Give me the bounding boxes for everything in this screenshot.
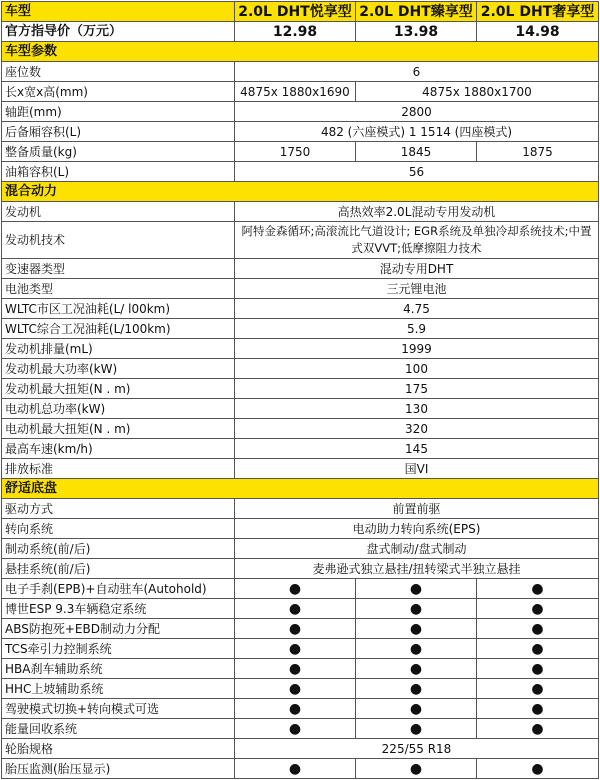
- table-row: [2, 202, 599, 222]
- standard-dot-icon: ●: [356, 639, 477, 659]
- table-row: [2, 142, 599, 162]
- row-label: 悬挂系统(前/后): [2, 559, 235, 579]
- table-row: [2, 122, 599, 142]
- standard-dot-icon: ●: [477, 679, 599, 699]
- row-label: HBA刹车辅助系统: [2, 659, 235, 679]
- table-row: [2, 559, 599, 579]
- table-row: [2, 62, 599, 82]
- section-header-comfort: [2, 479, 599, 499]
- table-row: [2, 279, 599, 299]
- row-value: 阿特金森循环;高滚流比气道设计; EGR系统及单独冷却系统技术;中置式双VVT;低摩擦阻力技术: [235, 222, 599, 259]
- table-row: [2, 439, 599, 459]
- row-label: 博世ESP 9.3车辆稳定系统: [2, 599, 235, 619]
- standard-dot-icon: ●: [235, 619, 356, 639]
- table-row: [2, 619, 599, 639]
- row-label: 座位数: [2, 62, 235, 82]
- standard-dot-icon: ●: [477, 579, 599, 599]
- table-row: [2, 379, 599, 399]
- row-label: 发动机技术: [2, 222, 235, 259]
- standard-dot-icon: ●: [477, 699, 599, 719]
- price-value: 13.98: [356, 22, 477, 42]
- table-row: [2, 539, 599, 559]
- row-value: 电动助力转向系统(EPS): [235, 519, 599, 539]
- price-row: [2, 22, 599, 42]
- row-label: 驾驶模式切换+转向模式可选: [2, 699, 235, 719]
- standard-dot-icon: ●: [477, 719, 599, 739]
- row-label: 胎压监测(胎压显示): [2, 759, 235, 779]
- row-label: WLTC综合工况油耗(L/100km): [2, 319, 235, 339]
- row-value: 175: [235, 379, 599, 399]
- model-name: 2.0L DHT悦享型: [235, 2, 356, 22]
- standard-dot-icon: ●: [356, 579, 477, 599]
- table-row: [2, 579, 599, 599]
- table-row: [2, 679, 599, 699]
- standard-dot-icon: ●: [356, 679, 477, 699]
- standard-dot-icon: ●: [235, 699, 356, 719]
- header-label: 车型: [2, 2, 235, 22]
- row-value: 2800: [235, 102, 599, 122]
- row-value: 130: [235, 399, 599, 419]
- table-row: [2, 739, 599, 759]
- standard-dot-icon: ●: [356, 599, 477, 619]
- row-label: TCS牵引力控制系统: [2, 639, 235, 659]
- standard-dot-icon: ●: [235, 659, 356, 679]
- row-value: 麦弗逊式独立悬挂/扭转梁式半独立悬挂: [235, 559, 599, 579]
- table-row: [2, 459, 599, 479]
- row-label: ABS防抱死+EBD制动力分配: [2, 619, 235, 639]
- row-label: 发动机排量(mL): [2, 339, 235, 359]
- row-value: 三元锂电池: [235, 279, 599, 299]
- table-row: [2, 699, 599, 719]
- row-label: 后备厢容积(L): [2, 122, 235, 142]
- price-value: 14.98: [477, 22, 599, 42]
- row-label: 发动机最大扭矩(N . m): [2, 379, 235, 399]
- section-header-hybrid: [2, 182, 599, 202]
- section-header-params: [2, 42, 599, 62]
- model-name: 2.0L DHT奢享型: [477, 2, 599, 22]
- standard-dot-icon: ●: [235, 639, 356, 659]
- row-label: 能量回收系统: [2, 719, 235, 739]
- row-value: 6: [235, 62, 599, 82]
- standard-dot-icon: ●: [356, 699, 477, 719]
- table-row: [2, 222, 599, 259]
- row-label: 发动机最大功率(kW): [2, 359, 235, 379]
- row-value: 高热效率2.0L混动专用发动机: [235, 202, 599, 222]
- section-title: 混合动力: [2, 182, 599, 202]
- row-value: 1845: [356, 142, 477, 162]
- table-row: [2, 599, 599, 619]
- section-title: 车型参数: [2, 42, 599, 62]
- row-label: 电动机总功率(kW): [2, 399, 235, 419]
- standard-dot-icon: ●: [356, 759, 477, 779]
- row-label: HHC上坡辅助系统: [2, 679, 235, 699]
- row-label: 油箱容积(L): [2, 162, 235, 182]
- row-label: 最高车速(km/h): [2, 439, 235, 459]
- table-row: [2, 419, 599, 439]
- row-value: 482 (六座模式) 1 1514 (四座模式): [235, 122, 599, 142]
- row-value: 1750: [235, 142, 356, 162]
- row-value: 4875x 1880x1690: [235, 82, 356, 102]
- spec-table: [1, 1, 599, 779]
- row-label: 发动机: [2, 202, 235, 222]
- row-label: 长x宽x高(mm): [2, 82, 235, 102]
- standard-dot-icon: ●: [356, 619, 477, 639]
- row-value: 1875: [477, 142, 599, 162]
- header-row: [2, 2, 599, 22]
- table-row: [2, 759, 599, 779]
- standard-dot-icon: ●: [477, 599, 599, 619]
- standard-dot-icon: ●: [235, 679, 356, 699]
- table-row: [2, 259, 599, 279]
- table-row: [2, 359, 599, 379]
- row-label: 轮胎规格: [2, 739, 235, 759]
- row-value: 前置前驱: [235, 499, 599, 519]
- standard-dot-icon: ●: [477, 639, 599, 659]
- price-label: 官方指导价（万元）: [2, 22, 235, 42]
- table-row: [2, 162, 599, 182]
- row-value: 5.9: [235, 319, 599, 339]
- standard-dot-icon: ●: [235, 579, 356, 599]
- row-label: 整备质量(kg): [2, 142, 235, 162]
- row-value: 4.75: [235, 299, 599, 319]
- row-label: 转向系统: [2, 519, 235, 539]
- row-value: 1999: [235, 339, 599, 359]
- table-row: [2, 519, 599, 539]
- row-label: 电池类型: [2, 279, 235, 299]
- row-label: 电子手刹(EPB)+自动驻车(Autohold): [2, 579, 235, 599]
- row-value: 4875x 1880x1700: [356, 82, 599, 102]
- row-value: 320: [235, 419, 599, 439]
- row-label: 驱动方式: [2, 499, 235, 519]
- table-row: [2, 339, 599, 359]
- row-label: 变速器类型: [2, 259, 235, 279]
- model-name: 2.0L DHT臻享型: [356, 2, 477, 22]
- row-value: 国VI: [235, 459, 599, 479]
- standard-dot-icon: ●: [477, 659, 599, 679]
- standard-dot-icon: ●: [235, 719, 356, 739]
- standard-dot-icon: ●: [477, 619, 599, 639]
- row-value: 145: [235, 439, 599, 459]
- table-row: [2, 319, 599, 339]
- row-label: 电动机最大扭矩(N . m): [2, 419, 235, 439]
- standard-dot-icon: ●: [356, 719, 477, 739]
- table-row: [2, 659, 599, 679]
- row-label: WLTC市区工况油耗(L/ l00km): [2, 299, 235, 319]
- standard-dot-icon: ●: [477, 759, 599, 779]
- standard-dot-icon: ●: [356, 659, 477, 679]
- standard-dot-icon: ●: [235, 759, 356, 779]
- row-value: 盘式制动/盘式制动: [235, 539, 599, 559]
- table-row: [2, 299, 599, 319]
- price-value: 12.98: [235, 22, 356, 42]
- table-row: [2, 639, 599, 659]
- table-row: [2, 399, 599, 419]
- table-row: [2, 82, 599, 102]
- row-value: 100: [235, 359, 599, 379]
- table-row: [2, 719, 599, 739]
- standard-dot-icon: ●: [235, 599, 356, 619]
- row-label: 排放标准: [2, 459, 235, 479]
- row-value: 56: [235, 162, 599, 182]
- table-row: [2, 499, 599, 519]
- table-row: [2, 102, 599, 122]
- row-value: 225/55 R18: [235, 739, 599, 759]
- row-label: 轴距(mm): [2, 102, 235, 122]
- row-label: 制动系统(前/后): [2, 539, 235, 559]
- row-value: 混动专用DHT: [235, 259, 599, 279]
- section-title: 舒适底盘: [2, 479, 599, 499]
